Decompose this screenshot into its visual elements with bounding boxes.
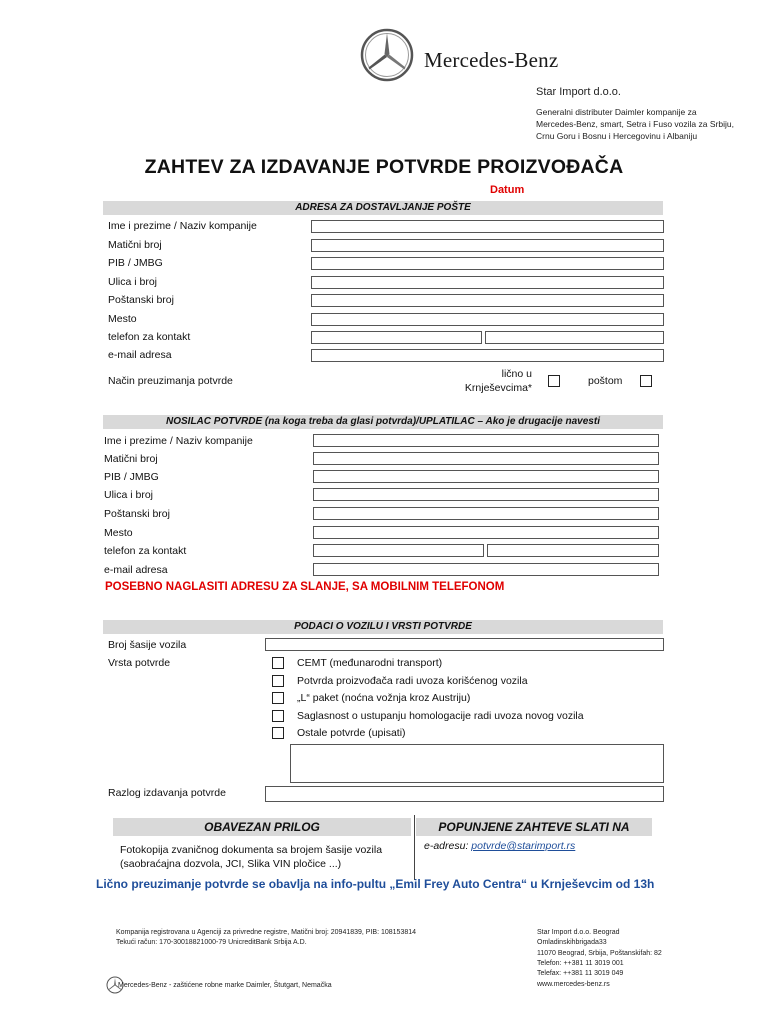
pickup-info: Lično preuzimanje potvrde se obavlja na info-pultu „Emil Frey Auto Centra“ u Krnješevcim od 13h [96, 877, 655, 891]
s1-label-id: Matični broj [108, 239, 162, 251]
company-description: Generalni distributer Daimler kompanije za Mercedes-Benz, smart, Setra i Fuso vozila za Srbiju, Crnu Goru i Bosnu i Hercegovinu i Albaniju [536, 107, 734, 141]
s2-label-email: e-mail adresa [104, 564, 168, 576]
s2-label-pib: PIB / JMBG [104, 471, 159, 483]
s1-label-delivery: Način preuzimanja potvrde [108, 375, 233, 387]
option-homologation: Saglasnost o ustupanju homologacije radi uvoza novog vozila [297, 710, 584, 722]
attachment-text: Fotokopija zvaničnog dokumenta sa brojem šasije vozila (saobraćajna dozvola, JCI, Slika VIN pločice ...) [120, 844, 383, 870]
s1-label-postal: Poštanski broj [108, 294, 174, 306]
section-holder-header: NOSILAC POTVRDE (na koga treba da glasi potvrda)/UPLATILAC – Ako je drugacije navesti [103, 415, 663, 429]
s1-label-name: Ime i prezime / Naziv kompanije [108, 220, 257, 232]
footer-address-3: 11070 Beograd, Srbija, Poštanskifah: 82 [537, 950, 662, 957]
other-checkbox[interactable] [272, 727, 284, 739]
footer-website: www.mercedes-benz.rs [537, 981, 610, 988]
s2-label-city: Mesto [104, 527, 133, 539]
send-requests-header: POPUNJENE ZAHTEVE SLATI NA [416, 818, 652, 836]
company-name: Star Import d.o.o. [536, 86, 621, 98]
email-link[interactable]: potvrde@starimport.rs [471, 840, 576, 852]
s1-city-field[interactable] [311, 313, 664, 326]
s1-label-street: Ulica i broj [108, 276, 158, 288]
footer-phone: Telefon: ++381 11 3019 001 [537, 960, 624, 967]
s2-street-field[interactable] [313, 488, 659, 501]
document-title: ZAHTEV ZA IZDAVANJE POTVRDE PROIZVOĐAČA [144, 156, 624, 178]
s2-label-id: Matični broj [104, 453, 158, 465]
s1-pib-field[interactable] [311, 257, 664, 270]
chassis-number-field[interactable] [265, 638, 664, 651]
option-other: Ostale potvrde (upisati) [297, 727, 406, 739]
s1-id-number-field[interactable] [311, 239, 664, 252]
personal-pickup-checkbox[interactable] [548, 375, 560, 387]
s2-label-postal: Poštanski broj [104, 508, 170, 520]
footer-trademark: Mercedes-Benz - zaštićene robne marke Daimler, Štutgart, Nemačka [118, 982, 332, 989]
s1-label-city: Mesto [108, 313, 137, 325]
option-used-import: Potvrda proizvođača radi uvoza korišćenog vozila [297, 675, 528, 687]
type-label: Vrsta potvrde [108, 657, 171, 669]
s2-label-name: Ime i prezime / Naziv kompanije [104, 435, 253, 447]
cemt-checkbox[interactable] [272, 657, 284, 669]
s2-pib-field[interactable] [313, 470, 659, 483]
email-prefix: e-adresu: [424, 840, 469, 852]
s1-name-field[interactable] [311, 220, 664, 233]
s2-city-field[interactable] [313, 526, 659, 539]
chassis-label: Broj šasije vozila [108, 639, 187, 651]
s2-label-phone: telefon za kontakt [104, 545, 187, 557]
section-delivery-header: ADRESA ZA DOSTAVLJANJE POŠTE [103, 201, 663, 215]
required-attachment-header: OBAVEZAN PRILOG [113, 818, 411, 836]
brand-name: Mercedes-Benz [424, 48, 559, 72]
footer-fax: Telefax: ++381 11 3019 049 [537, 970, 624, 977]
s2-phone-field-2[interactable] [487, 544, 659, 557]
section-vehicle-header: PODACI O VOZILU I VRSTI POTVRDE [103, 620, 663, 634]
s1-street-field[interactable] [311, 276, 664, 289]
used-import-checkbox[interactable] [272, 675, 284, 687]
s1-email-field[interactable] [311, 349, 664, 362]
date-label: Datum [490, 184, 525, 196]
other-text-area[interactable] [290, 744, 664, 783]
s2-id-number-field[interactable] [313, 452, 659, 465]
footer-address-2: Omladinskihbrigada33 [537, 939, 607, 946]
s1-label-pib: PIB / JMBG [108, 257, 163, 269]
option-personal-label: lično u Krnješevcima* [464, 368, 532, 394]
post-delivery-checkbox[interactable] [640, 375, 652, 387]
s2-label-street: Ulica i broj [104, 489, 154, 501]
s1-phone-field-1[interactable] [311, 331, 482, 344]
s1-label-email: e-mail adresa [108, 349, 172, 361]
footer-bank-account: Tekući račun: 170-30018821000-79 UnicreditBank Srbija A.D. [116, 939, 307, 946]
s1-label-phone: telefon za kontakt [108, 331, 191, 343]
email-line [424, 840, 575, 852]
option-l-package: „L“ paket (noćna vožnja kroz Austriju) [297, 692, 471, 704]
option-cemt: CEMT (međunarodni transport) [297, 657, 443, 669]
reason-label: Razlog izdavanja potvrde [108, 787, 226, 799]
s2-postal-field[interactable] [313, 507, 659, 520]
address-note: POSEBNO NAGLASITI ADRESU ZA SLANJE, SA MOBILNIM TELEFONOM [105, 581, 505, 593]
s2-phone-field-1[interactable] [313, 544, 484, 557]
s1-postal-field[interactable] [311, 294, 664, 307]
footer-registration: Kompanija registrovana u Agenciji za privredne registre, Matični broj: 20941839, PIB: 108153814 [116, 929, 417, 936]
bottom-divider [414, 815, 415, 880]
l-package-checkbox[interactable] [272, 692, 284, 704]
homologation-checkbox[interactable] [272, 710, 284, 722]
s2-name-field[interactable] [313, 434, 659, 447]
reason-field[interactable] [265, 786, 664, 802]
mercedes-star-logo [360, 28, 414, 82]
option-post-label: poštom [588, 375, 623, 387]
s1-phone-field-2[interactable] [485, 331, 664, 344]
s2-email-field[interactable] [313, 563, 659, 576]
footer-address-1: Star Import d.o.o. Beograd [537, 929, 620, 936]
